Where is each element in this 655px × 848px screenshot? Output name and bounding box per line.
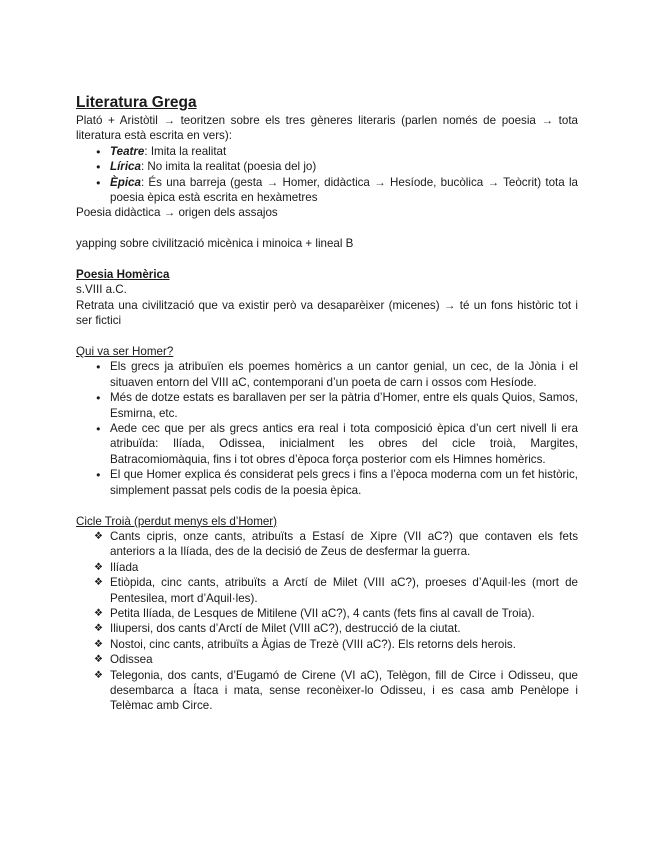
list-item: ● Aede cec que per als grecs antics era real i tota composició èpica d’un cert nivell li era atribuïda: Ilíada, Odissea, inicialment les obres del cicle troià, Margites, Batracomiomàquia, fins i tot obres d’època força posterior com els Himnes homèrics. (76, 421, 578, 467)
homeric-text: Retrata una civilització que va existir però va desaparèixer (micenes) → té un fons històric tot i ser fictici (76, 298, 578, 328)
list-item: ● Els grecs ja atribuïen els poemes homèrics a un cantor genial, un cec, de la Jònia i el situaven entorn del VIII aC, contemporani d’un poeta de carn i ossos com Hesíode. (76, 359, 578, 390)
list-item: ❖ Etiòpida, cinc cants, atribuïts a Arctí de Milet (VIII aC?), proeses d’Aquil·les (mort de Pentesilea, mort d’Aquil·les). (76, 575, 578, 606)
list-item (76, 175, 578, 206)
list-item: ● Més de dotze estats es barallaven per ser la pàtria d’Homer, entre els quals Quios, Samos, Esmirna, etc. (76, 390, 578, 421)
document-page (76, 93, 578, 714)
didactic-line: Poesia didàctica → origen dels assajos (76, 206, 278, 220)
section-heading-homer: Qui va ser Homer? (76, 345, 174, 359)
spacer (76, 329, 578, 344)
spacer (76, 252, 578, 267)
homer-list (76, 359, 578, 498)
list-item (76, 144, 578, 159)
genre-text: : És una barreja (gesta → Homer, didàctica → Hesíode, bucòlica → Teòcrit) tota la poesia èpica està escrita en hexàmetres (110, 175, 578, 205)
trojan-list (76, 529, 578, 714)
yapping-line: yapping sobre civilització micènica i minoica + lineal B (76, 237, 354, 251)
genre-text: : Imita la realitat (144, 144, 227, 158)
genre-term: Èpica (110, 175, 141, 189)
spacer (76, 498, 578, 513)
section-heading-trojan: Cicle Troià (perdut menys els d’Homer) (76, 514, 278, 528)
homeric-date: s.VIII a.C. (76, 283, 127, 297)
intro-paragraph: Plató + Aristòtil → teoritzen sobre els tres gèneres literaris (parlen només de poesia → tota literatura està escrita en vers): (76, 114, 578, 143)
genre-term: Lírica (110, 160, 141, 174)
list-item: ● El que Homer explica és considerat pels grecs i fins a l’època moderna com un fet històric, simplement passat pels codis de la poesia èpica. (76, 467, 578, 498)
genre-text: : No imita la realitat (poesia del jo) (140, 160, 317, 174)
list-item: ❖ Cants cipris, onze cants, atribuïts a Estasí de Xipre (VII aC?) que contaven els fets anteriors a la Ilíada, des de la decisió de Zeus de desfermar la guerra. (76, 529, 578, 560)
list-item: ❖ Ilíada (76, 560, 578, 575)
genres-list (76, 144, 578, 206)
list-item: ❖ Telegonia, dos cants, d’Eugamó de Cirene (VI aC), Telègon, fill de Circe i Odisseu, que desembarca a Ítaca i mata, sense reconèixer-lo Odisseu, i es casa amb Penèlope i Telèmac amb Circe. (76, 668, 578, 714)
genre-term: Teatre (110, 144, 145, 158)
list-item: ❖ Iliupersi, dos cants d’Arctí de Milet (VIII aC?), destrucció de la ciutat. (76, 621, 578, 636)
list-item: ❖ Nostoi, cinc cants, atribuïts a Àgias de Trezè (VIII aC?). Els retorns dels herois. (76, 637, 578, 652)
spacer (76, 221, 578, 236)
list-item: ❖ Petita Ilíada, de Lesques de Mitilene (VII aC?), 4 cants (fets fins al cavall de Troia). (76, 606, 578, 621)
page-title: Literatura Grega (76, 94, 197, 111)
list-item (76, 159, 578, 174)
section-heading-homeric: Poesia Homèrica (76, 268, 170, 282)
list-item: ❖ Odissea (76, 652, 578, 667)
